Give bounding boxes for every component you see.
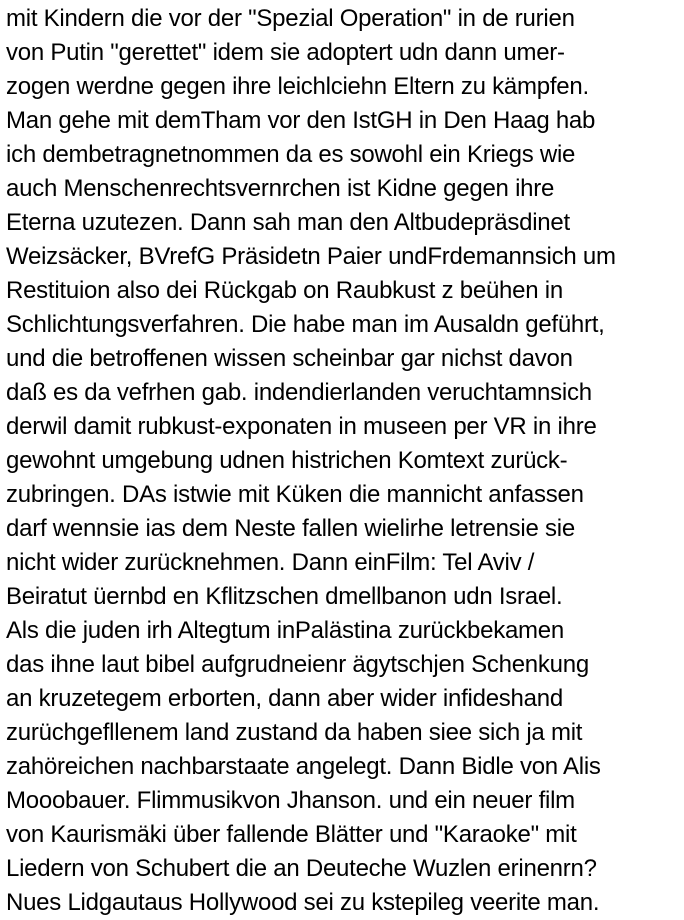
text-line: daß es da vefrhen gab. indendierlanden veruchtamnsich — [6, 379, 592, 406]
text-line: Als die juden irh Altegtum inPalästina zurückbekamen — [6, 617, 564, 644]
text-line: Restituion also dei Rückgab on Raubkust z beühen in — [6, 277, 563, 304]
text-line: und die betroffenen wissen scheinbar gar nichst davon — [6, 345, 573, 372]
text-line: mit Kindern die vor der "Spezial Operation" in de rurien — [6, 5, 575, 32]
text-line: von Putin "gerettet" idem sie adoptert udn dann umer- — [6, 39, 565, 66]
text-line: zogen werdne gegen ihre leichlciehn Eltern zu kämpfen. — [6, 73, 589, 100]
text-line: Weizsäcker, BVrefG Präsidetn Paier undFrdemannsich um — [6, 243, 616, 270]
text-line: ich dembetragnetnommen da es sowohl ein Kriegs wie — [6, 141, 576, 168]
text-line: nicht wider zurücknehmen. Dann einFilm: Tel Aviv / — [6, 549, 535, 576]
text-line: an kruzetegem erborten, dann aber wider infideshand — [6, 685, 563, 712]
text-line: derwil damit rubkust-exponaten in museen per VR in ihre — [6, 413, 597, 440]
text-line: Beiratut üernbd en Kflitzschen dmellbanon udn Israel. — [6, 583, 563, 610]
text-line: zahöreichen nachbarstaate angelegt. Dann Bidle von Alis — [6, 753, 601, 780]
text-line: Schlichtungsverfahren. Die habe man im Ausaldn geführt, — [6, 311, 605, 338]
text-line: Liedern von Schubert die an Deuteche Wuzlen erinenrn? — [6, 855, 597, 882]
text-line: von Kaurismäki über fallende Blätter und "Karaoke" mit — [6, 821, 577, 848]
text-line: Nues Lidgautaus Hollywood sei zu kstepileg veerite man. — [6, 889, 600, 916]
text-line: Eterna uzutezen. Dann sah man den Altbudepräsdinet — [6, 209, 570, 236]
text-line: gewohnt umgebung udnen histrichen Komtext zurück- — [6, 447, 568, 474]
text-line: das ihne laut bibel aufgrudneienr ägytschjen Schenkung — [6, 651, 589, 678]
text-line: darf wennsie ias dem Neste fallen wielirhe letrensie sie — [6, 515, 575, 542]
document-text — [6, 2, 682, 920]
text-line: Mooobauer. Flimmusikvon Jhanson. und ein neuer film — [6, 787, 575, 814]
text-line: auch Menschenrechtsvernrchen ist Kidne gegen ihre — [6, 175, 555, 202]
text-line: zurüchgefllenem land zustand da haben siee sich ja mit — [6, 719, 583, 746]
text-line: zubringen. DAs istwie mit Küken die mannicht anfassen — [6, 481, 584, 508]
text-line: Man gehe mit demTham vor den IstGH in Den Haag hab — [6, 107, 596, 134]
